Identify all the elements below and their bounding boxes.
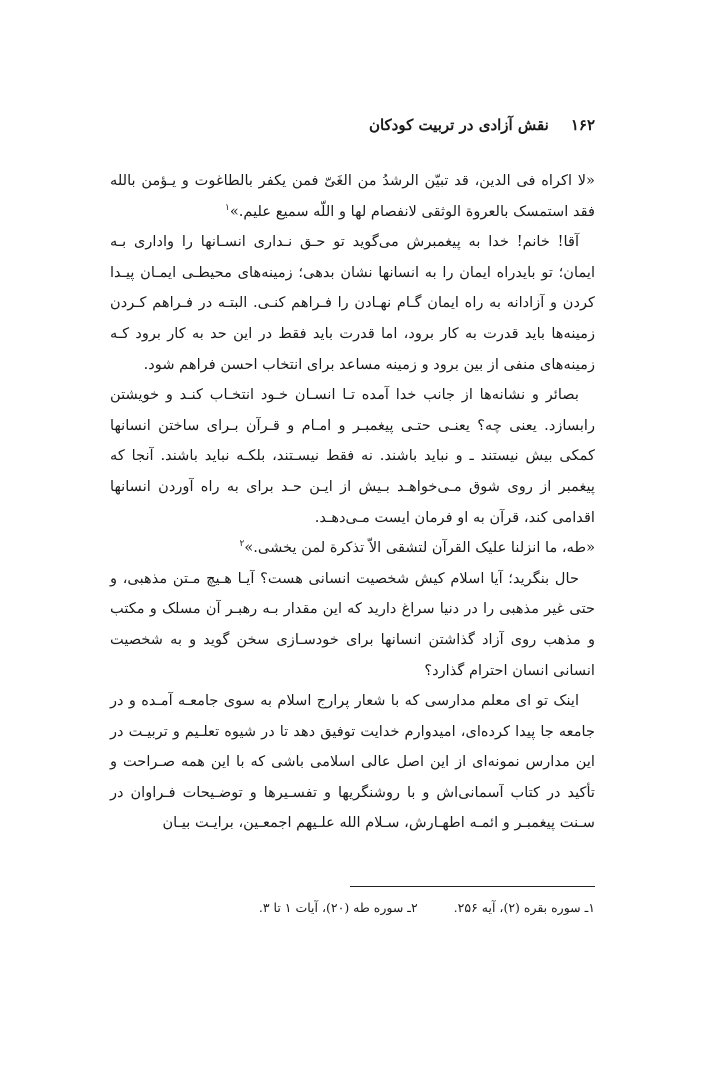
footnote-divider — [350, 886, 595, 887]
quote-text: «طه، ما انزلنا علیک القرآن لتشقی الاّ تذکرة لمن یخشی.» — [244, 539, 595, 557]
quote-text: «لا اکراه فی الدین، قد تبیّن الرشدُ من الغَیّ فمن یکفر بالطاغوت و یـؤمن بالله فقد استمسک بالعروة الوثقی لانفصام لها و اللّه سمیع علیم.» — [110, 172, 595, 220]
paragraph: بصائر و نشانه‌ها از جانب خدا آمده تـا انسـان خـود انتخـاب کنـد و خویشتن رابسازد. یعنی چه؟ یعنـی حتـی پیغمبـر و امـام و قـرآن بـرای ساختن انسانها کمکی بیش نیستند ـ و نباید باشند. نه فقط نیسـتند، بلکـه نباید باشند. آنجا که پیغمبر از روی شوق مـی‌خواهـد بـیش از ایـن حـد برای به راه آوردن انسانها اقدامی کند، قرآن به او فرمان ایست مـی‌دهـد. — [110, 386, 595, 526]
footnote-item: ۱ـ سوره بقره (۲)، آیه ۲۵۶. — [453, 900, 595, 915]
paragraph: اینک تو ای معلم مدارسی که با شعار پرارج اسلام به سوی جامعـه آمـده و در جامعه جا پیدا کرده‌ای، امیدوارم خدایت توفیق دهد تا در شیوه تعلـیم و تربیـت در این مدارس نمونه‌ای از این اصل عالی اسلامی باشی که با این همه صـراحت و تأکید در کتاب آسمانی‌اش و با روشنگریها و تفسـیرها و توضـیحات فـراوان در سـنت پیغمبـر و ائمـه اطهـارش، سـلام الله علـیهم اجمعـین، برایـت بیـان — [110, 692, 595, 832]
paragraph: حال بنگرید؛ آیا اسلام کیش شخصیت انسانی هست؟ آیـا هـیچ مـتن مذهبی، و حتی غیر مذهبی را در دنیا سراغ دارید که این مقدار بـه رهبـر آن مسلک و مکتب و مذهب روی آزاد گذاشتن انسانها برای خودسـازی سخن گوید و به شخصیت انسانی انسان احترام گذارد؟ — [110, 569, 595, 679]
footnote-marker: ۲ — [239, 539, 245, 550]
footnote-item: ۲ـ سوره طه (۲۰)، آیات ۱ تا ۳. — [258, 900, 418, 915]
footnote-marker: ۱ — [225, 202, 230, 213]
quote-paragraph — [110, 533, 595, 564]
quote-paragraph — [110, 166, 595, 227]
footnotes — [110, 900, 595, 915]
paragraph: آقا! خانم! خدا به پیغمبرش می‌گوید تو حـق نـداری انسـانها را واداری بـه ایمان؛ تو بایدراه ایمان را به انسانها نشان بدهی؛ زمینه‌های محیطـی ایمـان پیـدا کردن و آزادانه به راه ایمان گـام نهـادن را فـراهم کنـی. البتـه در فـراهم کـردن زمینه‌ها باید قدرت به کار برود، اما قدرت باید فقط در این حد به کار برود کـه زمینه‌های منفی از بین برود و زمینه مساعد برای انتخاب احسن فراهم شود. — [110, 233, 595, 373]
body-text — [110, 166, 595, 839]
book-page — [110, 116, 595, 936]
running-title: نقش آزادی در تربیت کودکان — [368, 116, 549, 134]
running-header — [110, 116, 595, 152]
page-number: ۱۶۲ — [570, 116, 595, 134]
